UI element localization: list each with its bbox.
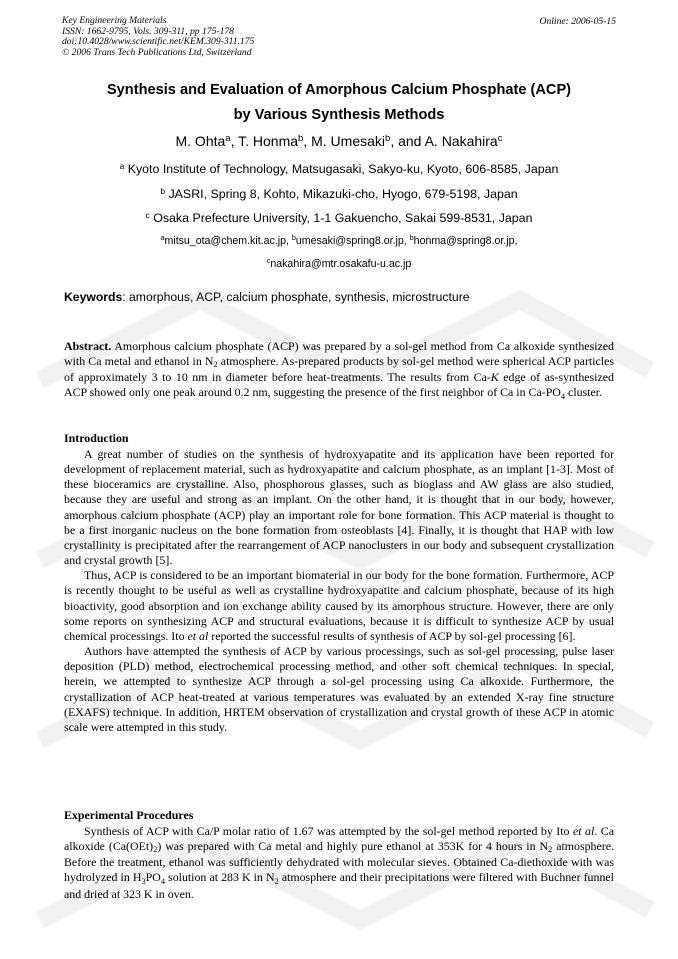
copyright-line: © 2006 Trans Tech Publications Ltd, Switzerland [62, 46, 252, 58]
subscript: 2 [153, 845, 158, 855]
introduction-body [64, 447, 614, 735]
abstract-paragraph [64, 339, 614, 402]
keywords-text: : amorphous, ACP, calcium phosphate, synthesis, microstructure [122, 290, 470, 304]
author-sep: , and [390, 133, 425, 149]
author-sup: b [298, 133, 304, 145]
italic-text: et al [572, 824, 595, 838]
keywords [64, 290, 470, 304]
email-sup: b [409, 233, 414, 243]
author-name: A. Nakahira [424, 133, 498, 149]
journal-header [62, 16, 254, 58]
paragraph-text: Synthesis of ACP with Ca/P molar ratio of 1.67 was attempted by the sol-gel method reported by Ito [84, 824, 573, 838]
issn-line: ISSN: 1662-9795, Vols. 309-311, pp 175-178 [62, 25, 234, 37]
affiliation-text: Osaka Prefecture University, 1-1 Gakuencho, Sakai 599-8531, Japan [153, 211, 533, 225]
subscript: 2 [274, 876, 279, 886]
paragraph-text: atmosphere and their precipitations were filtered with Buchner funnel and dried at 323 K in oven. [64, 870, 614, 901]
title-line-1: Synthesis and Evaluation of Amorphous Calcium Phosphate (ACP) [106, 82, 572, 98]
email-sup: a [160, 233, 165, 243]
title-line-2: by Various Synthesis Methods [233, 107, 445, 123]
section-heading-introduction: Introduction [64, 431, 129, 445]
italic-text: K [490, 370, 499, 385]
author-sup: a [225, 133, 231, 145]
author-name: T. Honma [238, 133, 299, 149]
affiliation-text: JASRI, Spring 8, Kohto, Mikazuki-cho, Hyogo, 679-5198, Japan [168, 187, 518, 201]
paragraph-text: . Ca alkoxide (Ca(OEt) [64, 824, 614, 854]
email-a: mitsu_ota@chem.kit.ac.jp, [164, 235, 289, 247]
abstract-text: Amorphous calcium phosphate (ACP) was prepared by a sol-gel method from Ca alkoxide synthesized with Ca metal and ethanol in N [64, 339, 614, 369]
email-sup: c [266, 256, 271, 266]
experimental-body [64, 824, 614, 902]
subscript: 2 [548, 845, 553, 855]
subscript: 3 [141, 876, 146, 886]
doi-line: doi:10.4028/www.scientific.net/KEM.309-311.175 [62, 36, 255, 48]
author-name: M. Ohta [175, 133, 226, 149]
author-sup: c [497, 133, 503, 145]
paragraph-text: solution at 283 K in N [165, 870, 275, 885]
abstract-text: cluster. [565, 385, 603, 400]
affiliation-c [40, 211, 638, 225]
affiliation-a [40, 162, 638, 176]
author-name: M. Umesaki [311, 133, 386, 149]
affiliation-text: Kyoto Institute of Technology, Matsugasaki, Sakyo-ku, Kyoto, 606-8585, Japan [127, 162, 559, 176]
email-c: nakahira@mtr.osakafu-u.ac.jp [270, 258, 412, 270]
paragraph-text: PO [145, 870, 161, 885]
affiliation-sup: b [160, 185, 166, 196]
intro-paragraph-1: A great number of studies on the synthesis of hydroxyapatite and its application have been reported for development of replacement material, such as hydroxyapatite and calcium phosphate, as an implant [1-3]. Most of these bioceramics are crystalline. Also, phosphorous glasses, such as bioglass and AW glass are also studied, because they are useful and strong as an implant. On the other hand, it is thought that in our body, however, amorphous calcium phosphate (ACP) play an important role for bone formation. This ACP material is thought to be a first inorganic nucleus on the bone formation from osteoblasts [4]. Finally, it is thought that HAP with low crystallinity is precipitated after the rearrangement of ACP nanoclusters in our body and subsequent crystallization and crystal growth [5]. [64, 447, 614, 568]
subscript: 4 [560, 391, 566, 401]
experimental-paragraph [64, 824, 614, 902]
keywords-label: Keywords [64, 290, 123, 304]
author-sup: b [385, 133, 391, 145]
intro-paragraph-2 [64, 568, 614, 644]
email-b1: umesaki@spring8.or.jp, [295, 235, 407, 247]
paragraph-text: atmosphere. Before the treatment, ethanol was sufficiently dehydrated with molecular sieves. Obtained Ca-diethoxide with was hydrolyzed in H [64, 839, 614, 885]
email-line-1 [40, 235, 638, 247]
paragraph-text: Thus, ACP is considered to be an important biomaterial in our body for the bone formation. Furthermore, ACP is recently thought to be useful as well as crystalline hydroxyapatite and calcium phosphate, because of its high bioactivity, good absorption and ion exchange ability caused by its amorphous structure. However, there are only some reports on synthesizing ACP and structural evaluations, because it is difficult to synthesize ACP by usual chemical processings. Ito [64, 568, 614, 643]
journal-name: Key Engineering Materials [62, 15, 167, 26]
author-sep: , [230, 133, 239, 149]
affiliation-sup: a [119, 160, 125, 171]
abstract-label: Abstract. [64, 339, 112, 353]
email-sup: b [291, 233, 296, 243]
subscript: 2 [213, 360, 218, 370]
intro-paragraph-3: Authors have attempted the synthesis of ACP by various processings, such as sol-gel processing, pulse laser deposition (PLD) method, electrochemical processing method, and other soft chemical techniques. In special, herein, we attempted to synthesize ACP through a sol-gel processing using Ca alkoxide. Furthermore, the crystallization of ACP heat-treated at various temperatures was evaluated by an extended X-ray fine structure (EXAFS) technique. In addition, HRTEM observation of crystallization and crystal growth of these ACP in atomic scale were attempted in this study. [64, 644, 614, 734]
email-b2: honma@spring8.or.jp, [413, 235, 518, 247]
italic-text: et al [187, 628, 209, 643]
abstract-text: edge of as-synthesized ACP showed only one peak around 0.2 nm, suggesting the presence of the first neighbor of Ca in Ca-PO [64, 370, 614, 400]
subscript: 4 [160, 876, 165, 886]
affiliation-b [40, 187, 638, 201]
affiliation-sup: c [145, 209, 150, 220]
abstract-text: atmosphere. As-prepared products by sol-gel method were spherical ACP particles of approximately 3 to 10 nm in diameter before heat-treatments. The results from Ca- [64, 354, 615, 385]
abstract [64, 339, 614, 402]
paragraph-text: ) was prepared with Ca metal and highly pure ethanol at 353K for 4 hours in N [157, 839, 549, 854]
author-sep: , [303, 133, 312, 149]
online-date: Online: 2006-05-15 [539, 16, 616, 27]
author-list [40, 133, 638, 149]
section-heading-experimental: Experimental Procedures [64, 808, 194, 822]
paragraph-text: reported the successful results of synthesis of ACP by sol-gel processing [6]. [208, 628, 576, 643]
email-line-2 [40, 258, 638, 270]
